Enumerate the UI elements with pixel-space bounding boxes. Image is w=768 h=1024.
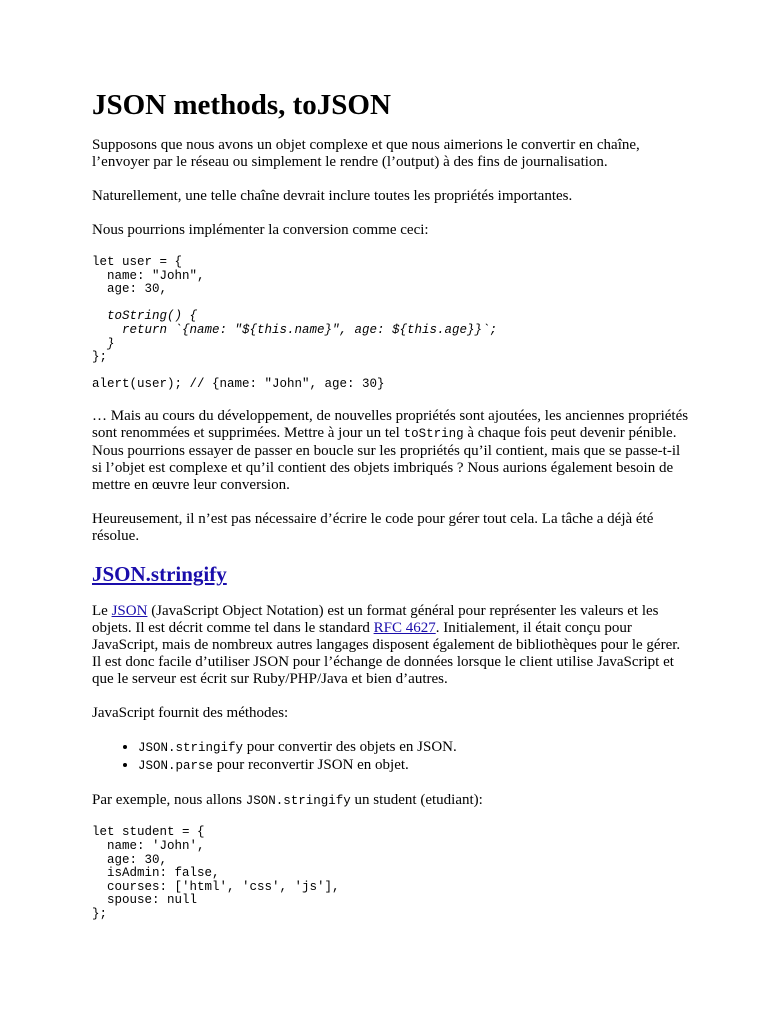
code-line: spouse: null [92, 893, 198, 908]
code-line: return `{name: "${this.name}", age: ${this.age}}`; [92, 322, 498, 337]
paragraph-heureusement: Heureusement, il n’est pas nécessaire d’écrire le code pour gérer tout cela. La tâche a déjà été résolue. [92, 511, 654, 545]
code-line: age: 30, [92, 282, 168, 297]
code-line: toString() { [92, 309, 198, 324]
code-line: name: "John", [92, 268, 205, 283]
code-line: age: 30, [92, 852, 168, 867]
code-block-alert: alert(user); // {name: "John", age: 30} [92, 376, 385, 391]
section-heading-link[interactable]: JSON.stringify [92, 562, 227, 587]
text-span: à chaque fois peut devenir pénible. Nous pourrions essayer de passer en boucle sur les propriétés qu’il contient, mais que se passe-t-il si l’objet est complexe et qu’il contient des objets imbriqués ? Nous aurions également besoin de mettre en œuvre leur conversion. [92, 425, 681, 494]
intro-paragraph-3: Nous pourrions implémenter la conversion comme ceci: [92, 222, 429, 238]
text-span: Le [92, 603, 112, 620]
code-line: } [92, 336, 115, 351]
intro-paragraph-1: Supposons que nous avons un objet complexe et que nous aimerions le convertir en chaîne, l’envoyer par le réseau ou simplement le rendre (l’output) à des fins de journalisation. [92, 137, 640, 170]
inline-code: toString [403, 427, 464, 442]
paragraph-tostring [92, 408, 692, 494]
paragraph-example [92, 792, 692, 810]
list-item-text: pour convertir des objets en JSON. [243, 739, 457, 756]
inline-code: JSON.parse [138, 759, 214, 774]
list-item [138, 739, 692, 757]
text-span: Par exemple, nous allons [92, 792, 246, 809]
code-line: let student = { [92, 825, 205, 840]
code-line: }; [92, 906, 108, 921]
inline-code: JSON.stringify [138, 741, 244, 756]
article [92, 88, 692, 922]
rfc-4627-link[interactable]: RFC 4627 [373, 620, 436, 637]
text-span: … Mais au cours du développement, de nouvelles propriétés sont ajoutées, les anciennes propriétés sont renommées et supprimées. Mettre à jour un tel [92, 408, 689, 442]
text-span: un student (etudiant): [350, 792, 483, 809]
code-line: }; [92, 350, 108, 365]
list-item-text: pour reconvertir JSON en objet. [213, 757, 409, 774]
methods-list [92, 739, 692, 775]
code-block-student [92, 826, 692, 921]
text-span: (JavaScript Object Notation) est un format général pour représenter les valeurs et les objets. Il est décrit comme tel dans le standard [92, 603, 659, 637]
code-line: name: 'John', [92, 838, 205, 853]
inline-code: JSON.stringify [245, 794, 351, 809]
code-line: courses: ['html', 'css', 'js'], [92, 879, 340, 894]
list-item [138, 757, 692, 775]
code-block-user [92, 256, 692, 365]
section-heading [92, 561, 692, 587]
text-span: . Initialement, il était conçu pour JavaScript, mais de nombreux autres langages disposent également de bibliothèques pour le gérer. Il est donc facile d’utiliser JSON pour l’échange de données lorsque le client utilise JavaScript et que le serveur est écrit sur Ruby/PHP/Java et bien d’autres. [92, 620, 681, 688]
intro-paragraph-2: Naturellement, une telle chaîne devrait inclure toutes les propriétés importantes. [92, 188, 573, 204]
json-link[interactable]: JSON [111, 603, 148, 620]
paragraph-methods: JavaScript fournit des méthodes: [92, 705, 289, 722]
code-line: isAdmin: false, [92, 866, 220, 881]
paragraph-json-intro [92, 603, 692, 688]
page-title: JSON methods, toJSON [92, 89, 391, 121]
code-line: let user = { [92, 255, 183, 269]
